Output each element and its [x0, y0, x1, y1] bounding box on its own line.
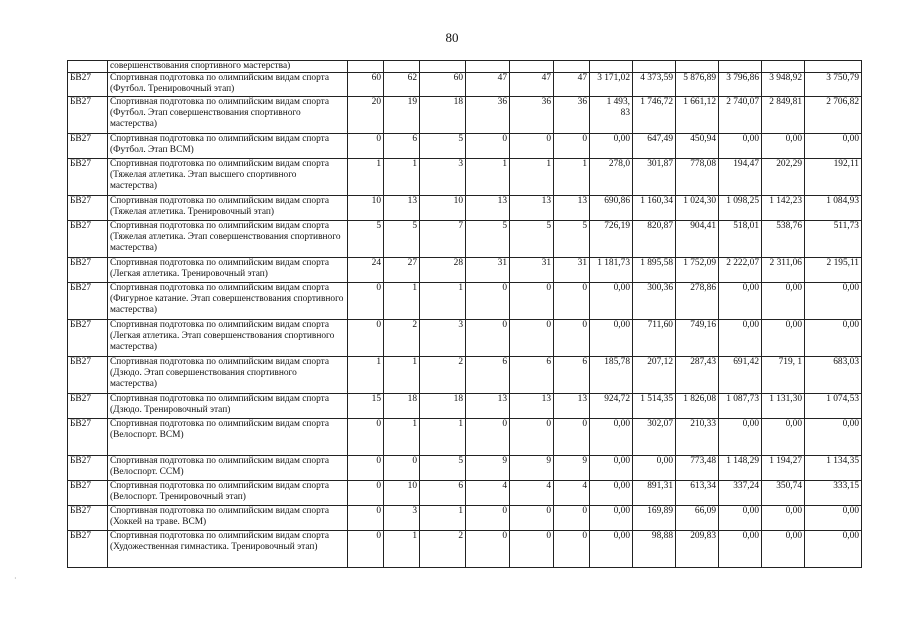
amount-cell: 820,87 — [633, 221, 676, 258]
count-cell: 27 — [384, 258, 420, 283]
count-cell: 0 — [466, 419, 510, 456]
table-row — [68, 506, 862, 531]
count-cell: 5 — [420, 134, 466, 159]
amount-cell: 1 194,27 — [762, 456, 805, 481]
amount-cell: 1 131,30 — [762, 394, 805, 419]
row-description: Спортивная подготовка по олимпийским видам спорта (Легкая атлетика. Этап совершенствования спортивного мастерства) — [108, 320, 348, 357]
amount-cell: 0,00 — [719, 283, 762, 320]
amount-cell: 0,00 — [633, 456, 676, 481]
table-row — [68, 221, 862, 258]
amount-cell: 337,24 — [719, 481, 762, 506]
row-description: совершенствования спортивного мастерства) — [108, 61, 348, 73]
amount-cell: 690,86 — [590, 196, 633, 221]
row-description: Спортивная подготовка по олимпийским видам спорта (Художественная гимнастика. Тренировочный этап) — [108, 531, 348, 568]
amount-cell: 350,74 — [762, 481, 805, 506]
budget-table — [67, 60, 862, 568]
count-cell: 24 — [348, 258, 384, 283]
amount-cell: 647,49 — [633, 134, 676, 159]
amount-cell: 0,00 — [762, 506, 805, 531]
count-cell: 9 — [466, 456, 510, 481]
count-cell: 0 — [554, 134, 590, 159]
table-row — [68, 481, 862, 506]
amount-cell: 0,00 — [805, 283, 862, 320]
amount-cell: 511,73 — [805, 221, 862, 258]
count-cell: 13 — [466, 196, 510, 221]
count-cell: 0 — [510, 419, 554, 456]
count-cell: 62 — [384, 73, 420, 97]
row-description: Спортивная подготовка по олимпийским видам спорта (Велоспорт. ССМ) — [108, 456, 348, 481]
row-description: Спортивная подготовка по олимпийским видам спорта (Велоспорт. Тренировочный этап) — [108, 481, 348, 506]
table-row-continuation — [68, 61, 862, 73]
count-cell: 3 — [420, 320, 466, 357]
count-cell: 0 — [510, 320, 554, 357]
amount-cell: 924,72 — [590, 394, 633, 419]
count-cell: 9 — [554, 456, 590, 481]
amount-cell: 207,12 — [633, 357, 676, 394]
count-cell: 5 — [510, 221, 554, 258]
table-row — [68, 320, 862, 357]
count-cell: 7 — [420, 221, 466, 258]
amount-cell: 3 948,92 — [762, 73, 805, 97]
count-cell: 1 — [348, 357, 384, 394]
count-cell: 13 — [384, 196, 420, 221]
amount-cell: 98,88 — [633, 531, 676, 568]
amount-cell: 0,00 — [762, 531, 805, 568]
count-cell: 0 — [554, 531, 590, 568]
amount-cell: 613,34 — [676, 481, 719, 506]
count-cell: 47 — [554, 73, 590, 97]
count-cell: 0 — [554, 506, 590, 531]
count-cell: 36 — [554, 97, 590, 134]
amount-cell: 0,00 — [719, 320, 762, 357]
amount-cell: 778,08 — [676, 159, 719, 196]
count-cell: 1 — [554, 159, 590, 196]
count-cell: 19 — [384, 97, 420, 134]
count-cell: 6 — [384, 134, 420, 159]
count-cell: 6 — [554, 357, 590, 394]
amount-cell: 0,00 — [762, 134, 805, 159]
row-code: БВ27 — [68, 159, 108, 196]
count-cell: 1 — [420, 283, 466, 320]
amount-cell: 278,86 — [676, 283, 719, 320]
amount-cell: 0,00 — [805, 134, 862, 159]
row-code: БВ27 — [68, 357, 108, 394]
amount-cell: 2 740,07 — [719, 97, 762, 134]
amount-cell: 1 895,58 — [633, 258, 676, 283]
count-cell: 1 — [384, 159, 420, 196]
amount-cell: 1 661,12 — [676, 97, 719, 134]
amount-cell: 711,60 — [633, 320, 676, 357]
table-row — [68, 134, 862, 159]
count-cell: 0 — [348, 506, 384, 531]
count-cell: 0 — [510, 134, 554, 159]
amount-cell: 0,00 — [719, 531, 762, 568]
table-row — [68, 159, 862, 196]
count-cell: 0 — [466, 134, 510, 159]
amount-cell: 1 514,35 — [633, 394, 676, 419]
amount-cell: 0,00 — [805, 419, 862, 456]
row-description: Спортивная подготовка по олимпийским видам спорта (Легкая атлетика. Тренировочный этап) — [108, 258, 348, 283]
amount-cell: 278,0 — [590, 159, 633, 196]
count-cell: 60 — [348, 73, 384, 97]
row-code: БВ27 — [68, 283, 108, 320]
amount-cell: 0,00 — [590, 283, 633, 320]
amount-cell: 0,00 — [805, 531, 862, 568]
row-code: БВ27 — [68, 258, 108, 283]
count-cell: 2 — [420, 357, 466, 394]
count-cell: 6 — [466, 357, 510, 394]
count-cell: 6 — [420, 481, 466, 506]
amount-cell: 0,00 — [762, 419, 805, 456]
count-cell: 13 — [554, 196, 590, 221]
amount-cell: 210,33 — [676, 419, 719, 456]
count-cell: 47 — [510, 73, 554, 97]
amount-cell: 192,11 — [805, 159, 862, 196]
count-cell: 31 — [510, 258, 554, 283]
count-cell: 0 — [348, 481, 384, 506]
amount-cell: 0,00 — [762, 283, 805, 320]
amount-cell: 2 849,81 — [762, 97, 805, 134]
count-cell: 1 — [510, 159, 554, 196]
amount-cell: 301,87 — [633, 159, 676, 196]
amount-cell: 1 160,34 — [633, 196, 676, 221]
amount-cell: 1 024,30 — [676, 196, 719, 221]
table-row — [68, 258, 862, 283]
count-cell: 18 — [420, 97, 466, 134]
count-cell: 1 — [466, 159, 510, 196]
row-description: Спортивная подготовка по олимпийским видам спорта (Хоккей на траве. ВСМ) — [108, 506, 348, 531]
count-cell: 4 — [510, 481, 554, 506]
table-row — [68, 283, 862, 320]
count-cell: 1 — [384, 531, 420, 568]
amount-cell: 0,00 — [719, 506, 762, 531]
count-cell: 10 — [420, 196, 466, 221]
amount-cell: 0,00 — [590, 456, 633, 481]
row-description: Спортивная подготовка по олимпийским видам спорта (Футбол. Тренировочный этап) — [108, 73, 348, 97]
count-cell: 0 — [466, 320, 510, 357]
row-code: БВ27 — [68, 394, 108, 419]
amount-cell: 194,47 — [719, 159, 762, 196]
amount-cell: 518,01 — [719, 221, 762, 258]
amount-cell: 0,00 — [590, 506, 633, 531]
amount-cell: 0,00 — [590, 134, 633, 159]
amount-cell: 0,00 — [719, 419, 762, 456]
amount-cell: 2 195,11 — [805, 258, 862, 283]
count-cell: 0 — [554, 283, 590, 320]
count-cell: 2 — [420, 531, 466, 568]
table-row — [68, 419, 862, 456]
amount-cell: 2 222,07 — [719, 258, 762, 283]
amount-cell: 1 074,53 — [805, 394, 862, 419]
amount-cell: 0,00 — [590, 320, 633, 357]
amount-cell: 209,83 — [676, 531, 719, 568]
amount-cell: 1 087,73 — [719, 394, 762, 419]
count-cell: 0 — [348, 419, 384, 456]
amount-cell: 333,15 — [805, 481, 862, 506]
row-description: Спортивная подготовка по олимпийским видам спорта (Велоспорт. ВСМ) — [108, 419, 348, 456]
amount-cell: 538,76 — [762, 221, 805, 258]
row-description: Спортивная подготовка по олимпийским видам спорта (Дзюдо. Этап совершенствования спортивного мастерства) — [108, 357, 348, 394]
count-cell: 1 — [384, 357, 420, 394]
amount-cell: 891,31 — [633, 481, 676, 506]
count-cell: 6 — [510, 357, 554, 394]
amount-cell: 1 181,73 — [590, 258, 633, 283]
row-description: Спортивная подготовка по олимпийским видам спорта (Тяжелая атлетика. Этап высшего спортивного мастерства) — [108, 159, 348, 196]
amount-cell: 2 706,82 — [805, 97, 862, 134]
amount-cell: 773,48 — [676, 456, 719, 481]
count-cell: 31 — [466, 258, 510, 283]
count-cell: 0 — [466, 531, 510, 568]
count-cell: 0 — [466, 283, 510, 320]
count-cell: 31 — [554, 258, 590, 283]
amount-cell: 1 746,72 — [633, 97, 676, 134]
row-code: БВ27 — [68, 134, 108, 159]
amount-cell: 202,29 — [762, 159, 805, 196]
count-cell: 0 — [510, 506, 554, 531]
row-description: Спортивная подготовка по олимпийским видам спорта (Дзюдо. Тренировочный этап) — [108, 394, 348, 419]
table-row — [68, 196, 862, 221]
count-cell: 1 — [420, 506, 466, 531]
amount-cell: 169,89 — [633, 506, 676, 531]
count-cell: 5 — [554, 221, 590, 258]
amount-cell: 66,09 — [676, 506, 719, 531]
amount-cell: 0,00 — [805, 320, 862, 357]
row-code: БВ27 — [68, 196, 108, 221]
amount-cell: 1 134,35 — [805, 456, 862, 481]
count-cell: 5 — [420, 456, 466, 481]
count-cell: 5 — [384, 221, 420, 258]
count-cell: 18 — [384, 394, 420, 419]
amount-cell: 185,78 — [590, 357, 633, 394]
amount-cell: 3 171,02 — [590, 73, 633, 97]
row-code: БВ27 — [68, 481, 108, 506]
amount-cell: 1 752,09 — [676, 258, 719, 283]
row-code: БВ27 — [68, 221, 108, 258]
count-cell: 0 — [348, 283, 384, 320]
count-cell: 13 — [510, 196, 554, 221]
amount-cell: 726,19 — [590, 221, 633, 258]
row-code: БВ27 — [68, 456, 108, 481]
amount-cell: 749,16 — [676, 320, 719, 357]
amount-cell: 3 796,86 — [719, 73, 762, 97]
count-cell: 4 — [554, 481, 590, 506]
amount-cell: 1 098,25 — [719, 196, 762, 221]
table-row — [68, 73, 862, 97]
count-cell: 28 — [420, 258, 466, 283]
page-number: 80 — [445, 30, 459, 45]
count-cell: 13 — [510, 394, 554, 419]
count-cell: 36 — [466, 97, 510, 134]
count-cell: 4 — [466, 481, 510, 506]
count-cell: 0 — [554, 419, 590, 456]
count-cell: 1 — [384, 419, 420, 456]
row-description: Спортивная подготовка по олимпийским видам спорта (Тяжелая атлетика. Этап совершенствования спортивного мастерства) — [108, 221, 348, 258]
count-cell: 1 — [384, 283, 420, 320]
count-cell: 5 — [466, 221, 510, 258]
amount-cell: 302,07 — [633, 419, 676, 456]
amount-cell: 719, 1 — [762, 357, 805, 394]
count-cell: 18 — [420, 394, 466, 419]
count-cell: 10 — [384, 481, 420, 506]
amount-cell: 0,00 — [590, 481, 633, 506]
amount-cell: 2 311,06 — [762, 258, 805, 283]
row-description: Спортивная подготовка по олимпийским видам спорта (Футбол. Этап совершенствования спортивного мастерства) — [108, 97, 348, 134]
row-code: БВ27 — [68, 531, 108, 568]
amount-cell: 0,00 — [590, 419, 633, 456]
count-cell: 0 — [348, 134, 384, 159]
amount-cell: 3 750,79 — [805, 73, 862, 97]
amount-cell: 0,00 — [762, 320, 805, 357]
amount-cell: 0,00 — [590, 531, 633, 568]
row-code: БВ27 — [68, 419, 108, 456]
amount-cell: 4 373,59 — [633, 73, 676, 97]
count-cell: 10 — [348, 196, 384, 221]
table-row — [68, 97, 862, 134]
count-cell: 0 — [348, 320, 384, 357]
amount-cell: 1 084,93 — [805, 196, 862, 221]
table-row — [68, 456, 862, 481]
amount-cell: 450,94 — [676, 134, 719, 159]
count-cell: 13 — [466, 394, 510, 419]
amount-cell: 683,03 — [805, 357, 862, 394]
count-cell: 3 — [384, 506, 420, 531]
count-cell: 0 — [384, 456, 420, 481]
amount-cell: 0,00 — [719, 134, 762, 159]
count-cell: 60 — [420, 73, 466, 97]
count-cell: 0 — [348, 456, 384, 481]
count-cell: 1 — [420, 419, 466, 456]
table-row — [68, 531, 862, 568]
count-cell: 1 — [348, 159, 384, 196]
count-cell: 0 — [510, 531, 554, 568]
row-description: Спортивная подготовка по олимпийским видам спорта (Фигурное катание. Этап совершенствования спортивного мастерства) — [108, 283, 348, 320]
row-description: Спортивная подготовка по олимпийским видам спорта (Тяжелая атлетика. Тренировочный этап) — [108, 196, 348, 221]
amount-cell: 287,43 — [676, 357, 719, 394]
table-row — [68, 357, 862, 394]
count-cell: 0 — [348, 531, 384, 568]
amount-cell: 1 142,23 — [762, 196, 805, 221]
count-cell: 0 — [466, 506, 510, 531]
count-cell: 20 — [348, 97, 384, 134]
row-code: БВ27 — [68, 320, 108, 357]
amount-cell: 300,36 — [633, 283, 676, 320]
count-cell: 3 — [420, 159, 466, 196]
count-cell: 36 — [510, 97, 554, 134]
count-cell: 0 — [554, 320, 590, 357]
count-cell: 47 — [466, 73, 510, 97]
amount-cell: 1 826,08 — [676, 394, 719, 419]
count-cell: 2 — [384, 320, 420, 357]
amount-cell: 691,42 — [719, 357, 762, 394]
row-code: БВ27 — [68, 506, 108, 531]
count-cell: 15 — [348, 394, 384, 419]
count-cell: 13 — [554, 394, 590, 419]
row-description: Спортивная подготовка по олимпийским видам спорта (Футбол. Этап ВСМ) — [108, 134, 348, 159]
count-cell: 9 — [510, 456, 554, 481]
amount-cell: 1 493, 83 — [590, 97, 633, 134]
amount-cell: 0,00 — [805, 506, 862, 531]
row-code: БВ27 — [68, 73, 108, 97]
scan-mark: · — [14, 574, 17, 583]
amount-cell: 904,41 — [676, 221, 719, 258]
amount-cell: 5 876,89 — [676, 73, 719, 97]
amount-cell: 1 148,29 — [719, 456, 762, 481]
count-cell: 0 — [510, 283, 554, 320]
table-row — [68, 394, 862, 419]
row-code: БВ27 — [68, 97, 108, 134]
count-cell: 5 — [348, 221, 384, 258]
